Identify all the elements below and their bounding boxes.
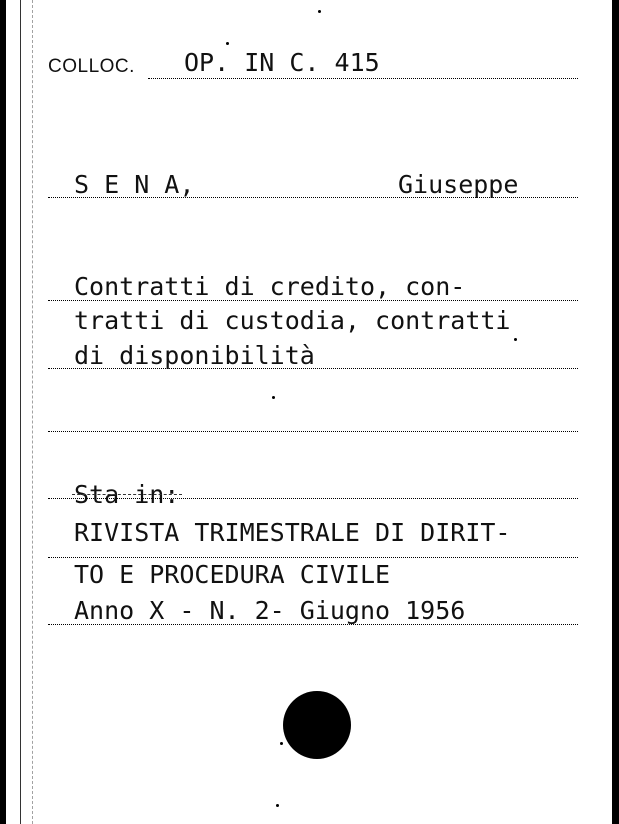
- author-rule: [48, 197, 578, 198]
- sta-in-strike: [72, 494, 182, 495]
- blank-rule: [48, 431, 578, 432]
- sta-in-label: Sta in:: [74, 480, 180, 509]
- source-rule-1: [48, 557, 578, 558]
- scan-edge-right: [612, 0, 619, 824]
- scan-speck: [272, 396, 275, 399]
- author-given-name: Giuseppe: [398, 170, 519, 199]
- title-line-1: Contratti di credito, con-: [74, 272, 466, 301]
- author-surname: S E N A,: [74, 170, 195, 199]
- scan-speck: [514, 338, 517, 341]
- card-edge-line: [20, 0, 21, 824]
- colloc-rule: [148, 78, 578, 79]
- punch-hole: [283, 691, 351, 759]
- colloc-value: OP. IN C. 415: [184, 48, 380, 77]
- source-line-3: Anno X - N. 2- Giugno 1956: [74, 596, 466, 625]
- scan-speck: [276, 804, 279, 807]
- title-rule-3: [48, 368, 578, 369]
- source-rule-3: [48, 624, 578, 625]
- card-margin-line: [32, 0, 34, 824]
- title-line-3: di disponibilità: [74, 341, 315, 370]
- source-line-2: TO E PROCEDURA CIVILE: [74, 560, 391, 589]
- title-rule-1: [48, 300, 578, 301]
- scan-edge-left: [0, 0, 6, 824]
- colloc-label: COLLOC.: [48, 56, 135, 77]
- sta-in-rule: [48, 498, 578, 499]
- scan-speck: [226, 42, 229, 45]
- scan-speck: [280, 742, 283, 745]
- title-line-2: tratti di custodia, contratti: [74, 306, 511, 335]
- source-line-1: RIVISTA TRIMESTRALE DI DIRIT-: [74, 518, 511, 547]
- scan-speck: [318, 10, 321, 13]
